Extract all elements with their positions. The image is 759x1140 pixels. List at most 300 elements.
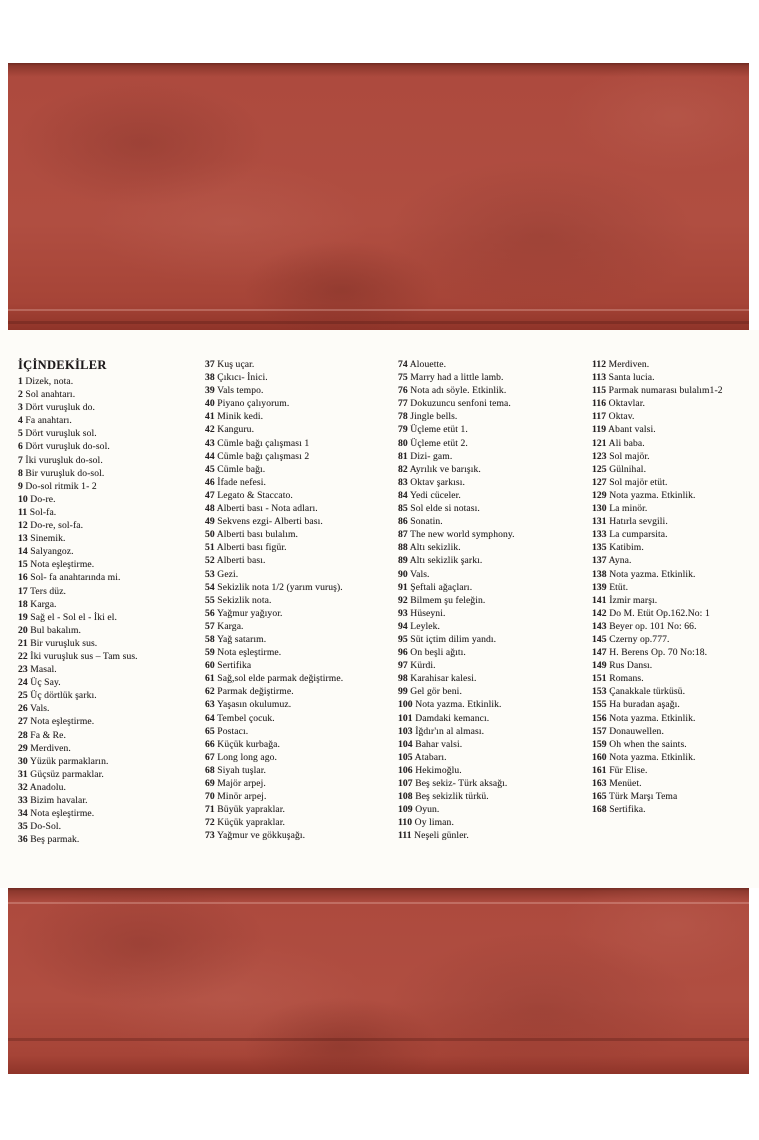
toc-entry-number: 7 bbox=[18, 454, 23, 466]
toc-entry-title: Sağ el - Sol el - İki el. bbox=[27, 611, 117, 623]
toc-entry-number: 55 bbox=[205, 594, 215, 606]
toc-entry-number: 129 bbox=[592, 489, 607, 501]
toc-entry-number: 59 bbox=[205, 647, 215, 659]
toc-entry-title: Menüet. bbox=[606, 778, 642, 789]
toc-entry-number: 29 bbox=[18, 742, 28, 754]
toc-entry-number: 25 bbox=[18, 690, 28, 702]
toc-entry-title: Yağmur ve gökkuşağı. bbox=[214, 830, 306, 842]
toc-entry-title: Süt içtim dilim yandı. bbox=[407, 633, 497, 645]
toc-entry-title: Alberti bası bulalım. bbox=[214, 529, 298, 541]
toc-entry bbox=[592, 423, 759, 436]
toc-entry bbox=[205, 712, 390, 725]
toc-entry bbox=[398, 672, 583, 685]
toc-entry-number: 160 bbox=[592, 751, 607, 763]
toc-entry-number: 94 bbox=[398, 620, 408, 632]
book-cover-top bbox=[8, 63, 749, 330]
toc-entry-number: 64 bbox=[205, 712, 215, 724]
toc-entry-title: Jingle bells. bbox=[407, 411, 458, 423]
toc-entry bbox=[205, 384, 390, 397]
toc-entry bbox=[398, 777, 583, 790]
cover-crease bbox=[8, 321, 749, 324]
toc-entry-title: Kürdi. bbox=[407, 660, 436, 672]
toc-entry-title: Büyük yapraklar. bbox=[214, 804, 285, 816]
toc-entry-number: 115 bbox=[592, 385, 607, 397]
toc-entry-number: 30 bbox=[18, 755, 28, 767]
toc-entry bbox=[592, 698, 759, 711]
toc-entry-number: 58 bbox=[205, 633, 215, 645]
toc-entry-number: 37 bbox=[205, 359, 215, 370]
toc-entry-number: 50 bbox=[205, 529, 215, 541]
toc-entry-title: La minör. bbox=[606, 503, 648, 515]
toc-entry-title: Nota yazma. Etkinlik. bbox=[412, 699, 502, 711]
toc-entry-title: Beş sekiz- Türk aksağı. bbox=[412, 778, 508, 789]
toc-entry bbox=[592, 790, 759, 803]
toc-entry-number: 26 bbox=[18, 703, 28, 715]
toc-entry-number: 99 bbox=[398, 686, 408, 698]
toc-entry-number: 66 bbox=[205, 738, 215, 750]
toc-entry bbox=[592, 476, 759, 489]
toc-entry-number: 42 bbox=[205, 424, 215, 436]
toc-entry bbox=[592, 371, 759, 384]
toc-entry-title: Für Elise. bbox=[606, 764, 648, 776]
toc-entry bbox=[398, 489, 583, 502]
toc-entry-number: 92 bbox=[398, 594, 408, 606]
toc-entry bbox=[18, 781, 203, 794]
toc-entry-title: Atabarı. bbox=[412, 751, 447, 763]
toc-entry-number: 57 bbox=[205, 620, 215, 632]
toc-entry-title: Neşeli günler. bbox=[411, 830, 469, 842]
toc-entry bbox=[592, 410, 759, 423]
toc-entry-number: 56 bbox=[205, 607, 215, 619]
toc-entry-number: 10 bbox=[18, 493, 28, 505]
toc-entry bbox=[18, 768, 203, 781]
toc-entry bbox=[18, 702, 203, 715]
toc-entry-number: 35 bbox=[18, 821, 28, 833]
toc-entry bbox=[205, 607, 390, 620]
toc-entry-title: Oyun. bbox=[412, 804, 440, 816]
toc-entry-number: 161 bbox=[592, 764, 607, 776]
toc-entry-title: Sol elde si notası. bbox=[407, 503, 480, 515]
toc-entry-title: Üçleme etüt 1. bbox=[407, 424, 468, 436]
toc-entry-number: 27 bbox=[18, 716, 28, 728]
toc-entry bbox=[205, 803, 390, 816]
toc-entry-title: Üç Say. bbox=[27, 677, 61, 689]
toc-entry-number: 125 bbox=[592, 463, 607, 475]
toc-entry-number: 20 bbox=[18, 624, 28, 636]
toc-entry-number: 18 bbox=[18, 598, 28, 610]
toc-entry-number: 72 bbox=[205, 817, 215, 829]
toc-entry bbox=[398, 515, 583, 528]
toc-entry-number: 3 bbox=[18, 402, 23, 414]
toc-entry-number: 79 bbox=[398, 424, 408, 436]
toc-entry-title: Nota yazma. Etkinlik. bbox=[606, 751, 696, 763]
toc-entry-title: Sekvens ezgi- Alberti bası. bbox=[214, 516, 323, 528]
toc-entry bbox=[592, 515, 759, 528]
toc-entry-title: Romans. bbox=[606, 673, 644, 685]
toc-entry-number: 70 bbox=[205, 791, 215, 803]
toc-entry bbox=[205, 358, 390, 371]
toc-entry-number: 16 bbox=[18, 572, 28, 584]
toc-entry-title: Santa lucia. bbox=[606, 372, 655, 384]
toc-entry-title: Bahar valsi. bbox=[412, 738, 463, 750]
toc-entry bbox=[592, 725, 759, 738]
toc-entry bbox=[205, 568, 390, 581]
toc-entry bbox=[18, 454, 203, 467]
toc-entry-number: 33 bbox=[18, 795, 28, 806]
cover-crease bbox=[8, 309, 749, 311]
toc-entry-number: 31 bbox=[18, 768, 28, 780]
toc-entry-title: Rus Dansı. bbox=[606, 660, 653, 672]
toc-entry-title: Altı sekizlik şarkı. bbox=[407, 555, 483, 567]
toc-entry-title: Sonatin. bbox=[407, 516, 443, 528]
toc-entry-title: Gülnihal. bbox=[606, 463, 647, 475]
toc-entry-title: Czerny op.777. bbox=[606, 633, 670, 645]
toc-entry-number: 88 bbox=[398, 542, 408, 554]
toc-entry bbox=[398, 384, 583, 397]
toc-entry-number: 131 bbox=[592, 516, 607, 528]
toc-entry-title: Etüt. bbox=[606, 581, 629, 593]
toc-entry-title: Kuş uçar. bbox=[214, 359, 255, 370]
toc-entry-title: Alberti bası. bbox=[214, 555, 266, 567]
toc-entry-number: 137 bbox=[592, 555, 607, 567]
toc-entry-number: 48 bbox=[205, 503, 215, 515]
toc-entry-title: H. Berens Op. 70 No:18. bbox=[606, 647, 708, 659]
toc-entry bbox=[18, 650, 203, 663]
toc-entry-number: 130 bbox=[592, 503, 607, 515]
toc-entry bbox=[205, 489, 390, 502]
toc-entry bbox=[205, 829, 390, 842]
toc-entry-number: 46 bbox=[205, 476, 215, 488]
toc-entry-number: 67 bbox=[205, 751, 215, 763]
toc-entry-title: Abant valsi. bbox=[606, 424, 656, 436]
toc-entry-title: Merdiven. bbox=[27, 742, 71, 754]
toc-entry bbox=[592, 685, 759, 698]
toc-entry bbox=[398, 725, 583, 738]
toc-entry-number: 13 bbox=[18, 533, 28, 545]
toc-entry-number: 90 bbox=[398, 568, 408, 580]
toc-entry-title: Postacı. bbox=[214, 725, 249, 737]
toc-entry-number: 111 bbox=[398, 830, 412, 842]
toc-entry bbox=[18, 467, 203, 480]
toc-entry-number: 74 bbox=[398, 359, 408, 370]
toc-entry-number: 138 bbox=[592, 568, 607, 580]
toc-entry-number: 105 bbox=[398, 751, 413, 763]
toc-entry bbox=[398, 594, 583, 607]
toc-entry bbox=[18, 558, 203, 571]
toc-entry-number: 123 bbox=[592, 450, 607, 462]
toc-entry-number: 28 bbox=[18, 729, 28, 741]
toc-entry-number: 155 bbox=[592, 699, 607, 711]
toc-entry-title: Dört vuruşluk do. bbox=[22, 402, 96, 414]
toc-entry-number: 1 bbox=[18, 376, 23, 387]
toc-entry bbox=[398, 437, 583, 450]
toc-entry-title: Katibim. bbox=[606, 542, 644, 554]
toc-entry-number: 168 bbox=[592, 804, 607, 816]
toc-entry bbox=[18, 440, 203, 453]
toc-entry-number: 83 bbox=[398, 476, 408, 488]
toc-entry-title: Sol-fa. bbox=[27, 506, 57, 518]
toc-entry bbox=[18, 493, 203, 506]
toc-entry-title: Sinemik. bbox=[27, 533, 66, 545]
cover-crease bbox=[8, 902, 749, 904]
toc-entry-title: Hekimoğlu. bbox=[412, 764, 462, 776]
toc-entry-number: 78 bbox=[398, 411, 408, 423]
toc-entry-title: The new world symphony. bbox=[407, 529, 515, 541]
toc-entry-title: Nota yazma. Etkinlik. bbox=[606, 489, 696, 501]
toc-entry-title: İki vuruşluk sus – Tam sus. bbox=[27, 650, 138, 662]
toc-entry-number: 22 bbox=[18, 650, 28, 662]
toc-entry-title: Yağmur yağıyor. bbox=[214, 607, 283, 619]
toc-entry bbox=[398, 581, 583, 594]
toc-entry-number: 106 bbox=[398, 764, 413, 776]
toc-entry-title: Sağ,sol elde parmak değiştirme. bbox=[214, 673, 344, 685]
toc-entry-title: Karga. bbox=[27, 598, 57, 610]
toc-entry bbox=[592, 594, 759, 607]
toc-entry bbox=[592, 672, 759, 685]
toc-entry-number: 68 bbox=[205, 764, 215, 776]
toc-entry-title: Majör arpej. bbox=[214, 778, 266, 789]
toc-entry bbox=[592, 803, 759, 816]
toc-entry bbox=[592, 450, 759, 463]
toc-entry bbox=[205, 397, 390, 410]
toc-entry-number: 109 bbox=[398, 804, 413, 816]
toc-entry-title: Piyano çalıyorum. bbox=[214, 398, 290, 410]
toc-entry bbox=[205, 541, 390, 554]
toc-entry-title: Tembel çocuk. bbox=[214, 712, 275, 724]
toc-entry-number: 100 bbox=[398, 699, 413, 711]
toc-entry bbox=[592, 581, 759, 594]
toc-entry-number: 44 bbox=[205, 450, 215, 462]
toc-entry-number: 15 bbox=[18, 559, 28, 571]
toc-entry-number: 87 bbox=[398, 529, 408, 541]
toc-entry-title: Bilmem şu feleğin. bbox=[407, 594, 486, 606]
toc-entry-title: Nota eşleştirme. bbox=[27, 716, 95, 728]
toc-entry-title: Dört vuruşluk sol. bbox=[22, 428, 97, 440]
toc-entry-number: 69 bbox=[205, 778, 215, 789]
toc-entry-title: Minör arpej. bbox=[214, 791, 267, 803]
toc-entry-title: Yüzük parmakların. bbox=[27, 755, 109, 767]
toc-column-1 bbox=[18, 358, 203, 846]
toc-entry-title: İki vuruşluk do-sol. bbox=[22, 454, 103, 466]
toc-entry-title: Nota yazma. Etkinlik. bbox=[606, 568, 696, 580]
toc-entry-number: 14 bbox=[18, 546, 28, 558]
toc-entry-number: 89 bbox=[398, 555, 408, 567]
toc-entry-number: 86 bbox=[398, 516, 408, 528]
toc-entry-title: Sol- fa anahtarında mi. bbox=[27, 572, 121, 584]
toc-entry-title: Cümle bağı. bbox=[214, 463, 266, 475]
toc-entry-number: 91 bbox=[398, 581, 408, 593]
toc-entry-number: 97 bbox=[398, 660, 408, 672]
toc-entry-title: Üçleme etüt 2. bbox=[407, 437, 468, 449]
toc-entry-title: İzmir marşı. bbox=[606, 594, 658, 606]
toc-entry-number: 61 bbox=[205, 673, 215, 685]
toc-entry bbox=[592, 384, 759, 397]
toc-entry-title: Marry had a little lamb. bbox=[407, 372, 504, 384]
toc-entry-title: Do-re, sol-fa. bbox=[27, 520, 84, 532]
toc-entry bbox=[18, 637, 203, 650]
toc-entry-title: Sol majör. bbox=[606, 450, 650, 462]
toc-entry-number: 85 bbox=[398, 503, 408, 515]
toc-entry bbox=[398, 751, 583, 764]
toc-entry-title: Nota eşleştirme. bbox=[27, 808, 95, 820]
toc-entry bbox=[18, 611, 203, 624]
toc-entry bbox=[398, 816, 583, 829]
toc-entry-number: 113 bbox=[592, 372, 607, 384]
toc-entry-number: 163 bbox=[592, 778, 607, 789]
toc-entry-title: Dizek, nota. bbox=[22, 376, 74, 387]
toc-entry-number: 143 bbox=[592, 620, 607, 632]
toc-entry-title: Anadolu. bbox=[27, 781, 67, 793]
toc-entry bbox=[18, 729, 203, 742]
toc-entry-number: 98 bbox=[398, 673, 408, 685]
toc-entry-number: 62 bbox=[205, 686, 215, 698]
toc-entry bbox=[592, 554, 759, 567]
toc-entry-title: Yaşasın okulumuz. bbox=[214, 699, 292, 711]
toc-entry-title: Alberti bası - Nota adları. bbox=[214, 503, 318, 515]
toc-entry bbox=[18, 742, 203, 755]
toc-entry-number: 53 bbox=[205, 568, 215, 580]
toc-entry-number: 127 bbox=[592, 476, 607, 488]
toc-entry-title: Yedi cüceler. bbox=[407, 489, 461, 501]
toc-entry bbox=[592, 397, 759, 410]
toc-entry bbox=[205, 528, 390, 541]
toc-entry bbox=[592, 502, 759, 515]
toc-entry-title: Sol majör etüt. bbox=[606, 476, 668, 488]
toc-entry-number: 135 bbox=[592, 542, 607, 554]
toc-entry bbox=[18, 480, 203, 493]
toc-entry-number: 84 bbox=[398, 489, 408, 501]
toc-column-3 bbox=[398, 358, 583, 842]
toc-entry bbox=[592, 777, 759, 790]
toc-entry-title: Leylek. bbox=[407, 620, 441, 632]
toc-entry bbox=[205, 410, 390, 423]
toc-entry bbox=[18, 585, 203, 598]
toc-entry-title: Karahisar kalesi. bbox=[407, 673, 477, 685]
toc-entry-title: Vals. bbox=[407, 568, 430, 580]
toc-entry-number: 165 bbox=[592, 791, 607, 803]
toc-entry-number: 8 bbox=[18, 467, 23, 479]
toc-entry bbox=[205, 725, 390, 738]
toc-entry bbox=[18, 689, 203, 702]
toc-entry-title: Nota eşleştirme. bbox=[214, 647, 282, 659]
toc-entry-title: Oktavlar. bbox=[606, 398, 646, 410]
toc-entry bbox=[398, 607, 583, 620]
toc-entry-title: Masal. bbox=[27, 664, 57, 676]
toc-entry-title: Fa anahtarı. bbox=[22, 415, 72, 427]
toc-entry-title: Yağ satarım. bbox=[214, 633, 267, 645]
toc-entry-title: Ayrılık ve barışık. bbox=[407, 463, 481, 475]
toc-entry-number: 151 bbox=[592, 673, 607, 685]
toc-entry bbox=[592, 738, 759, 751]
toc-entry bbox=[205, 685, 390, 698]
toc-entry bbox=[205, 437, 390, 450]
toc-entry-title: Sertifika bbox=[214, 660, 252, 672]
toc-entry-number: 39 bbox=[205, 385, 215, 397]
toc-entry-number: 63 bbox=[205, 699, 215, 711]
toc-entry-number: 96 bbox=[398, 647, 408, 659]
toc-entry-number: 34 bbox=[18, 808, 28, 820]
toc-entry-number: 81 bbox=[398, 450, 408, 462]
toc-entry bbox=[18, 755, 203, 768]
toc-entry bbox=[398, 502, 583, 515]
toc-entry-number: 75 bbox=[398, 372, 408, 384]
toc-entry-number: 149 bbox=[592, 660, 607, 672]
toc-entry-number: 51 bbox=[205, 542, 215, 554]
toc-entry bbox=[18, 794, 203, 807]
toc-entry bbox=[592, 646, 759, 659]
toc-entry-title: Do-Sol. bbox=[27, 821, 62, 833]
toc-entry bbox=[398, 633, 583, 646]
toc-entry-title: Vals tempo. bbox=[214, 385, 264, 397]
toc-entry-title: Minik kedi. bbox=[214, 411, 264, 423]
toc-entry bbox=[18, 532, 203, 545]
toc-entry bbox=[18, 676, 203, 689]
toc-entry-number: 40 bbox=[205, 398, 215, 410]
toc-entry bbox=[398, 803, 583, 816]
toc-entry bbox=[18, 715, 203, 728]
toc-entry bbox=[592, 463, 759, 476]
toc-entry bbox=[592, 712, 759, 725]
toc-entry bbox=[398, 528, 583, 541]
toc-entry-number: 19 bbox=[18, 611, 28, 623]
toc-entry bbox=[18, 820, 203, 833]
toc-entry-number: 52 bbox=[205, 555, 215, 567]
toc-entry bbox=[398, 476, 583, 489]
toc-entry bbox=[398, 790, 583, 803]
toc-entry bbox=[18, 598, 203, 611]
toc-entry bbox=[592, 358, 759, 371]
toc-entry-title: Bizim havalar. bbox=[27, 795, 88, 806]
toc-entry-title: Nota adı söyle. Etkinlik. bbox=[407, 385, 507, 397]
toc-entry bbox=[592, 568, 759, 581]
toc-entry-number: 71 bbox=[205, 804, 215, 816]
toc-entry bbox=[205, 659, 390, 672]
toc-entry-number: 6 bbox=[18, 441, 23, 453]
toc-entry bbox=[398, 463, 583, 476]
toc-entry bbox=[398, 450, 583, 463]
toc-entry-number: 95 bbox=[398, 633, 408, 645]
toc-entry-number: 12 bbox=[18, 520, 28, 532]
toc-entry bbox=[398, 712, 583, 725]
toc-entry bbox=[18, 833, 203, 846]
page-title: İÇİNDEKİLER bbox=[18, 358, 107, 372]
toc-entry bbox=[205, 777, 390, 790]
toc-entry-title: Sertifika. bbox=[606, 804, 646, 816]
toc-entry-title: İğdır'ın al alması. bbox=[412, 725, 485, 737]
toc-entry bbox=[592, 659, 759, 672]
toc-entry-title: Gezi. bbox=[214, 568, 239, 580]
toc-entry bbox=[592, 633, 759, 646]
toc-entry-title: Beş parmak. bbox=[27, 834, 80, 846]
toc-entry-title: Karga. bbox=[214, 620, 244, 632]
toc-entry-title: Parmak numarası bulalım1-2 bbox=[606, 385, 723, 397]
toc-entry bbox=[398, 620, 583, 633]
toc-entry-number: 157 bbox=[592, 725, 607, 737]
toc-entry-number: 38 bbox=[205, 372, 215, 384]
toc-column-4 bbox=[592, 358, 759, 816]
toc-entry bbox=[398, 397, 583, 410]
toc-entry-number: 49 bbox=[205, 516, 215, 528]
toc-entry bbox=[205, 515, 390, 528]
toc-entry bbox=[398, 554, 583, 567]
toc-entry-number: 9 bbox=[18, 480, 23, 492]
toc-entry bbox=[205, 594, 390, 607]
toc-entry-title: Legato & Staccato. bbox=[214, 489, 293, 501]
toc-entry-number: 156 bbox=[592, 712, 607, 724]
toc-entry bbox=[592, 607, 759, 620]
toc-entry-title: Oh when the saints. bbox=[606, 738, 687, 750]
toc-entry-title: Dört vuruşluk do-sol. bbox=[22, 441, 110, 453]
